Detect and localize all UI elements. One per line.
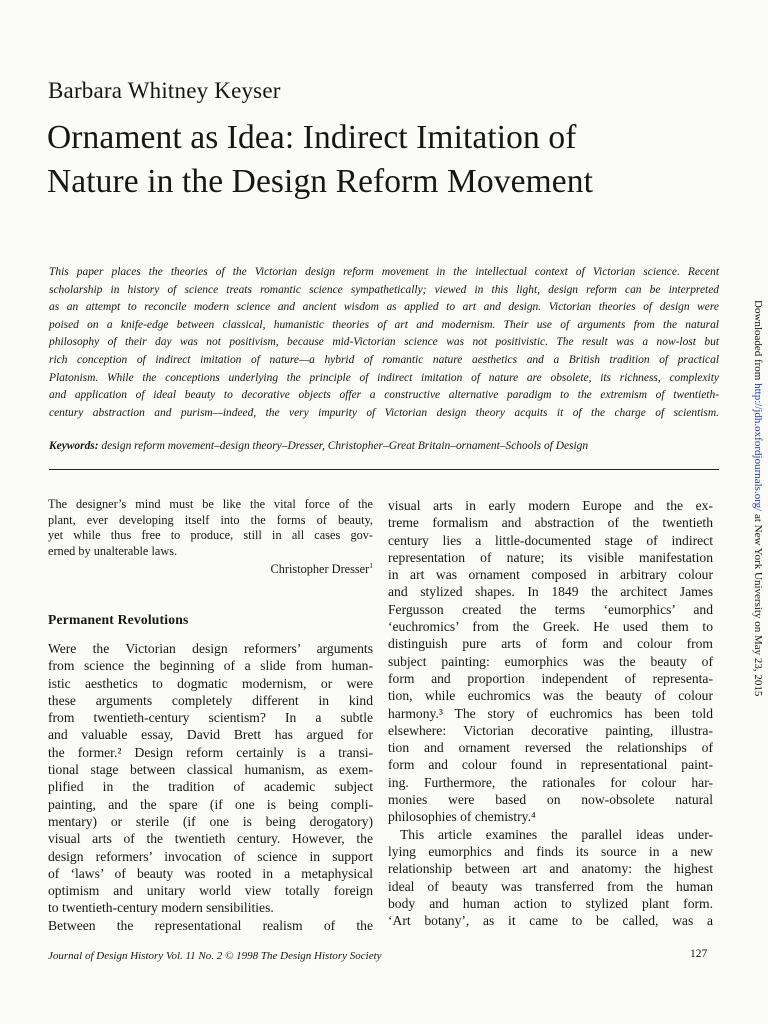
body-line: subject painting: eumorphics was the beauty of (388, 653, 713, 669)
footnote-marker: 1 (369, 561, 373, 570)
left-column-body (48, 640, 373, 934)
body-line: tion, while euchromics was the beauty of colour (388, 688, 713, 704)
journal-link[interactable]: http://jdh.oxfordjournals.org/ (752, 383, 764, 512)
body-line: of ‘laws’ of beauty was rooted in a metaphysical (48, 865, 373, 881)
body-line: distinguish pure arts of form and colour from (388, 636, 713, 652)
body-line: to twentieth-century modern sensibilities. (48, 900, 274, 916)
body-line: ‘Art botany’, as it came to be called, was a (388, 913, 713, 929)
divider-rule (49, 469, 719, 470)
download-notice (746, 300, 766, 720)
body-line: monies were based on now-obsolete natural (388, 792, 713, 808)
body-line: Fergusson created the terms ‘eumorphics’ and (388, 601, 713, 617)
body-line: ideal of beauty was transferred from the human (388, 878, 713, 894)
abstract-line: as an attempt to reconcile modern science and ancient wisdom as applied to art and design. Victorian theories of design were (49, 301, 719, 314)
author-name: Barbara Whitney Keyser (48, 78, 281, 103)
body-line: mentary) or sterile (if one is being derogatory) (48, 813, 373, 829)
body-line: treme formalism and abstraction of the twentieth (388, 515, 713, 531)
keywords-label: Keywords: (49, 440, 99, 452)
epigraph-line: The designer’s mind must be like the vital force of the (48, 497, 373, 511)
body-line: tion and ornament reversed the relationships of (388, 740, 713, 756)
body-line: painting, and the spare (if one is being compli- (48, 796, 373, 812)
title-line: Ornament as Idea: Indirect Imitation of (47, 119, 577, 156)
body-line: harmony.³ The story of euchromics has been told (388, 705, 713, 721)
abstract (49, 264, 719, 422)
epigraph-attribution (48, 561, 373, 578)
body-line: plified in the tradition of academic subject (48, 779, 373, 795)
abstract-line: Platonism. While the conceptions underlying the principle of indirect imitation of nature are obsolete, its richness, complexity (49, 371, 719, 384)
body-line: ing. Furthermore, the rationales for colour har- (388, 774, 713, 790)
body-line: body and human action to stylized plant form. (388, 895, 713, 911)
abstract-line: scholarship in history of science treats romantic science sympathetically; viewed in this light, design reform can be interpreted (49, 283, 719, 296)
epigraph-line: erned by unalterable laws. (48, 543, 178, 558)
abstract-line: This paper places the theories of the Victorian design reform movement in the intellectual context of Victorian science. Recent (49, 266, 719, 278)
body-line: visual arts of the twentieth century. However, the (48, 831, 373, 847)
body-line: from science the beginning of a slide from human- (48, 658, 373, 674)
body-line: optimism and unitary world view totally foreign (48, 883, 373, 899)
body-line: design reformers’ invocation of science in support (48, 848, 373, 864)
body-line: ‘euchromics’ from the Greek. He used them to (388, 619, 713, 635)
epigraph-author: Christopher Dresser (270, 562, 370, 576)
epigraph (48, 497, 373, 578)
keywords-text: design reform movement–design theory–Dresser, Christopher–Great Britain–ornament–Schools of Design (101, 440, 589, 452)
abstract-line: and application of ideal beauty to decorative objects offer a constructive alternative paradigm to the extremism of twentieth- (49, 389, 719, 402)
article-title (47, 116, 747, 204)
title-line: Nature in the Design Reform Movement (47, 163, 593, 200)
epigraph-line: yet while thus free to produce, still in all cases gov- (48, 528, 373, 542)
body-line: Between the representational realism of the (48, 917, 373, 933)
epigraph-line: plant, ever developing itself into the forms of beauty, (48, 512, 373, 527)
body-line: the former.² Design reform certainly is a transi- (48, 744, 373, 760)
body-line: tional stage between classical humanism, as exem- (48, 762, 373, 778)
abstract-line: philosophy of their day was not positivism, because mid-Victorian science was not positivistic. The result was a now-lost but (49, 336, 719, 349)
journal-citation: Journal of Design History Vol. 11 No. 2 © 1998 The Design History Society (48, 950, 382, 962)
body-line: form and proportion independent of representa- (388, 670, 713, 686)
body-line: elsewhere: Victorian decorative painting, illustra- (388, 722, 713, 738)
body-line: representation of nature; its visible manifestation (388, 549, 713, 565)
body-line: in art was ornament composed in arbitrary colour (388, 567, 713, 583)
body-line: and valuable essay, David Brett has argued for (48, 727, 373, 743)
keywords (49, 440, 719, 452)
body-line: Were the Victorian design reformers’ arguments (48, 641, 373, 656)
body-line: and stylized shapes. In 1849 the architect James (388, 584, 713, 600)
body-line: century lies a little-documented stage of indirect (388, 532, 713, 548)
section-heading: Permanent Revolutions (48, 612, 189, 627)
body-line: philosophies of chemistry.⁴ (388, 809, 536, 825)
abstract-line: rich conception of indirect imitation of nature—a hybrid of romantic nature aesthetics and a British tradition of practical (49, 353, 719, 366)
body-line: visual arts in early modern Europe and the ex- (388, 498, 713, 513)
download-notice-prefix: Downloaded from (752, 300, 764, 384)
abstract-line: century abstraction and purism—indeed, the very impurity of Victorian design theory acquits it of the charge of scientism. (49, 406, 719, 419)
page-number: 127 (690, 948, 708, 960)
body-line: these arguments completely different in kind (48, 692, 373, 708)
body-line: from twentieth-century scientism? In a subtle (48, 710, 373, 726)
body-line: form and colour found in representational paint- (388, 757, 713, 773)
abstract-line: poised on a knife-edge between classical, humanistic theories of art and modernism. Their use of arguments from the natural (49, 318, 719, 331)
body-line: istic aesthetics to dogmatic modernism, or were (48, 675, 373, 691)
body-line: relationship between art and anatomy: the highest (388, 861, 713, 877)
epigraph-quote (48, 497, 373, 559)
right-column-body (388, 497, 713, 929)
body-line: lying eumorphics and finds its source in a new (388, 843, 713, 859)
download-notice-suffix: at New York University on May 23, 2015 (752, 511, 764, 697)
body-line: This article examines the parallel ideas under- (400, 826, 713, 842)
